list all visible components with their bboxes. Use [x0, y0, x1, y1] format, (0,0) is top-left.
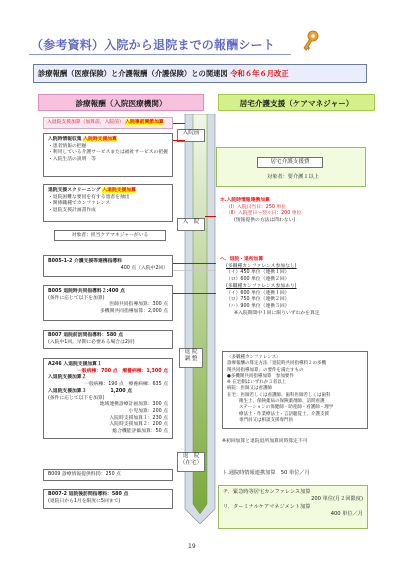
- connector-line: [173, 270, 216, 271]
- connector-line: [173, 293, 216, 294]
- conference-line: ステーションの保健師・助産師・看護師・理学: [239, 405, 334, 411]
- left-box-a246: [43, 358, 173, 439]
- discharge-line: （ハ）900 単位（連携３回）: [226, 303, 290, 309]
- header-medical: 診療報酬（入院医療機関）: [38, 94, 204, 111]
- left-box-b007: [43, 330, 173, 349]
- connector-line: [173, 140, 185, 141]
- left-box-b009: B009 診療情報提供料(Ⅰ)：250 点: [43, 469, 173, 481]
- a246-line: 入院時支援加算２：200 点: [109, 422, 168, 428]
- a246-line: 一般病棟：190 点 療養病棟：635 点: [84, 382, 168, 388]
- b007-sub: (入院中1回。早期に必要ある場合は2回): [48, 339, 135, 345]
- info-collection-head: 入院時情報収集 入院時支援加算: [48, 137, 117, 142]
- label-admission: 入 院: [177, 218, 205, 231]
- conference-line: 衛生士、保険薬局の保険薬剤師、訪問看護: [239, 399, 325, 405]
- page-title: （参考資料）入院から退院までの報酬シート: [31, 38, 276, 52]
- admission-info-head: ホ.入院時情報連携加算: [220, 198, 270, 203]
- info-line-2: ・利用している介護サービスまたは福祉サービスの把握: [48, 150, 168, 156]
- discharge-sub-1: (多職種カンファレンス参加なし): [226, 263, 297, 269]
- discharge-line: （イ）600 単位（連携１回）: [226, 290, 290, 296]
- title-underline: [29, 54, 291, 55]
- admission-info-line-2: （Ⅱ）入院翌日～翌々日：200 単位: [226, 211, 302, 217]
- right-box-terminal: [218, 485, 368, 529]
- admission-info-line-1: （Ⅰ）入院日当日：250 単位: [226, 204, 287, 210]
- a246-line: 一般病棟：700 点 療養病棟：1,300 点: [77, 368, 168, 374]
- discharge-sub-2: (多職種カンファレンス参加あり): [226, 283, 297, 289]
- a246-line: (条件に応じて以下を加算): [48, 395, 105, 401]
- discharge-line: （イ）450 単位（連携１回）: [226, 270, 290, 276]
- left-box-b007-2: [43, 489, 173, 509]
- page-number: 19: [188, 543, 196, 550]
- conference-line: ●多機関共同指導加算 参加要件: [227, 373, 294, 379]
- chi-head: チ．緊急時等居宅カンファレンス加算: [223, 489, 311, 495]
- connector-line: [173, 263, 216, 264]
- left-target-care-manager: 対象者：担当ケアマネジャーがいる: [54, 230, 166, 241]
- conference-line: 診療報酬の算定方法「退院時共同指導料２の多機: [227, 361, 326, 367]
- left-box-b005: [43, 285, 173, 321]
- info-line-3: ・入院生活の説明 等: [48, 157, 96, 163]
- screening-line-2: ・関係職種でカンファレンス: [48, 201, 111, 207]
- left-box-pre-admission: [43, 117, 173, 129]
- chi-points: 200 単位(月２回限度): [311, 496, 363, 503]
- conference-line: 療法士・作業療法士・言語聴覚士、介護支援: [239, 411, 329, 417]
- b005-line-1: 医師共同指導加算：300 点: [109, 302, 168, 308]
- info-line-1: ・患者情報の把握: [48, 143, 87, 149]
- care-support-target: 対象者：要介護１以上: [267, 174, 319, 180]
- revision-label: 令和６年６月改正: [230, 69, 289, 78]
- left-box-screening: [43, 184, 173, 222]
- a246-line: 総合機能評価加算：50 点: [112, 429, 168, 435]
- screening-line-1: ・退院困難な要因を有する患者を抽出: [48, 194, 130, 200]
- pre-admission-badge: 入院事前関節加算: [125, 120, 164, 125]
- banner-text: 診療報酬（医療保険）と介護報酬（介護保険）との関連図: [38, 69, 228, 78]
- b007-2-sub: (退院日から1月を限度に5回まで): [48, 498, 121, 504]
- key-icon: [300, 30, 320, 52]
- discharge-line: （ロ）750 単位（連携２回）: [226, 297, 290, 303]
- a246-head: A246 入退院支援加算１: [48, 362, 102, 367]
- b007-2-head: B007-2 退院後訪問指導料：580 点: [48, 492, 129, 497]
- ri-head: リ．ターミナルケアマネジメント加算: [223, 503, 311, 510]
- ri-points: 400 単位／月: [330, 510, 363, 517]
- admission-info-line-3: (情報提供の方法は問わない): [234, 218, 296, 224]
- b005-sub: (条件に応じて以下を加算): [48, 295, 105, 301]
- b007-head: B007 退院前訪問指導料：580 点: [48, 333, 123, 338]
- a246-line: 小児加算：200 点: [128, 408, 168, 414]
- conference-line: 病院：医師又は看護師: [227, 386, 272, 392]
- conference-line: ※ 在宅側はいずれか３者以上: [227, 380, 287, 386]
- b005-line-2: 多機関共同指導加算：2,000 点: [99, 309, 168, 315]
- connector-line: [173, 123, 185, 124]
- right-box-admission-info: [216, 195, 366, 231]
- discharge-head: ヘ．退院・退所加算: [220, 257, 264, 262]
- conference-line: 在宅：医師若しくは看護師、歯科医師若しくは歯科: [227, 392, 331, 398]
- pre-admission-label: 入退院支援加算（加算前，入院前）: [47, 120, 124, 125]
- discharge-line: （ロ）600 単位（連携２回）: [226, 277, 290, 283]
- header-care: 居宅介護支援（ケアマネジャー）: [218, 94, 375, 111]
- left-box-info-collection: [43, 133, 173, 177]
- right-box-care-support: [216, 147, 366, 187]
- label-discharge-coordination: 退 院 調 整: [179, 348, 203, 368]
- screening-line-3: ・退院支援計画書作成: [48, 208, 96, 214]
- conference-line: 専門員又は相談支援専門員: [239, 417, 293, 423]
- right-box-discharge-addition: [216, 254, 366, 338]
- conference-head: 〈多職種カンファレンス〉: [227, 355, 281, 360]
- discharge-note: ※入院期間中１回に限りいずれかを算定: [234, 310, 320, 316]
- a246-line: 入退院支援加算２: [48, 375, 87, 381]
- right-box-conference: [222, 351, 368, 429]
- connector-line: [205, 216, 216, 217]
- b005-head: B005 退院時共同指導料２:400 点: [48, 289, 125, 294]
- conference-footnote: ※初回加算と退院退所加算同時算定不可: [222, 439, 308, 444]
- relation-banner: [33, 64, 367, 83]
- a246-line: 入退院支援加算３ 1,200 点: [48, 388, 133, 394]
- label-before-admission: 入院前: [177, 129, 205, 142]
- conference-line: 関共同指導加算」の要件を満たすもの: [227, 367, 304, 373]
- right-item-to: ト.通院時情報連携加算 50 単位／月: [222, 470, 310, 476]
- screening-head: 退院支援スクリーニング 入退院支援加算: [48, 188, 136, 193]
- label-discharge-home: 退 院 （在宅）: [177, 452, 205, 472]
- b005-1-2-points: 400 点（入院中2回）: [120, 265, 168, 271]
- left-box-b005-1-2: [43, 255, 173, 277]
- b005-1-2-head: B005-1-2 介護支援等連携指導料: [48, 259, 122, 264]
- a246-line: 入院時支援加算１：230 点: [109, 415, 168, 421]
- care-support-title: 居宅介護支援費: [257, 157, 323, 168]
- a246-line: 地域連携診療計画加算：300 点: [99, 402, 168, 408]
